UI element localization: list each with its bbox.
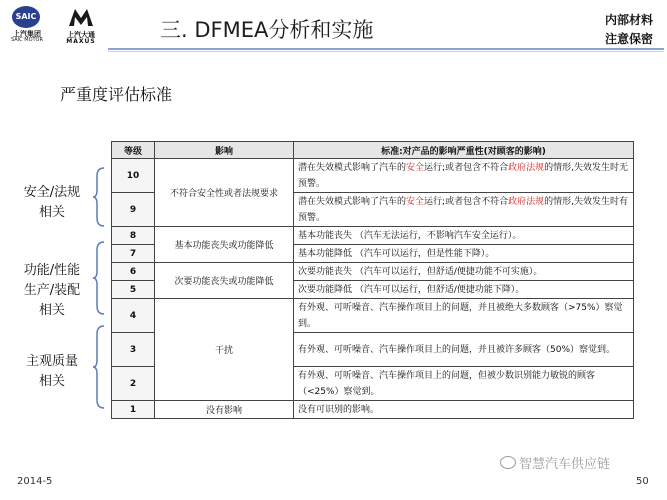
- criteria-cell: [294, 193, 634, 227]
- group-label-line: 相关: [38, 374, 65, 389]
- group-label-function: [14, 261, 90, 321]
- watermark-text: 智慧汽车供应链: [519, 457, 611, 472]
- criteria-cell: 没有可识别的影响。: [294, 401, 634, 419]
- brace-safety: [92, 166, 106, 228]
- criteria-text: 的情形,失效发生时有预警。: [298, 196, 628, 223]
- page-number: 50: [636, 476, 649, 487]
- severity-table: [111, 141, 634, 419]
- saic-logo-en: SAIC MOTOR: [11, 37, 43, 43]
- maxus-logo-cn: 上汽大通: [67, 31, 95, 39]
- group-label-line: 主观质量: [25, 354, 78, 369]
- rank-cell: 6: [112, 263, 155, 281]
- header-rank: 等级: [112, 142, 155, 159]
- table-row: [112, 227, 634, 245]
- rank-cell: 4: [112, 299, 155, 333]
- rank-cell: 10: [112, 159, 155, 193]
- criteria-text: 潜在失效模式影响了汽车的: [298, 162, 407, 173]
- table-row: [112, 159, 634, 193]
- table-row: [112, 263, 634, 281]
- footer-date: 2014-5: [17, 476, 53, 487]
- criteria-cell: 有外观、可听噪音、汽车操作项目上的问题，但被少数识别能力敏锐的顾客（<25%）察觉到。: [294, 367, 634, 401]
- rank-cell: 3: [112, 333, 155, 367]
- page-title: 三. DFMEA分析和实施: [160, 18, 374, 42]
- criteria-cell: 有外观、可听噪音、汽车操作项目上的问题，并且被许多顾客（50%）察觉到。: [294, 333, 634, 367]
- effect-cell: 干扰: [155, 299, 294, 401]
- criteria-cell: 有外观、可听噪音、汽车操作项目上的问题，并且被绝大多数顾客（>75%）察觉到。: [294, 299, 634, 333]
- confidential-notice: [605, 11, 653, 49]
- watermark: [500, 453, 610, 472]
- criteria-text: 潜在失效模式影响了汽车的: [298, 196, 407, 207]
- table-row: [112, 401, 634, 419]
- rank-cell: 8: [112, 227, 155, 245]
- table-row: [112, 299, 634, 333]
- criteria-highlight: 安全: [406, 162, 425, 173]
- confidential-line-1: 内部材料: [604, 13, 653, 27]
- group-label-line: 相关: [38, 303, 65, 318]
- criteria-text: 运行;或者包含不符合: [424, 162, 509, 173]
- maxus-logo-en: MAXUS: [66, 38, 96, 45]
- brace-function: [92, 240, 106, 316]
- effect-cell: 次要功能丧失或功能降低: [155, 263, 294, 299]
- criteria-cell: 基本功能丧失 （汽车无法运行，不影响汽车安全运行）。: [294, 227, 634, 245]
- wechat-glyph-icon: [500, 456, 516, 469]
- saic-logo: [4, 6, 50, 44]
- group-label-quality: [14, 352, 90, 392]
- maxus-emblem-icon: [67, 6, 95, 28]
- brace-quality: [92, 324, 106, 410]
- header-rule: [108, 48, 664, 50]
- criteria-cell: 基本功能降低 （汽车可以运行，但是性能下降）。: [294, 245, 634, 263]
- criteria-cell: 次要功能丧失 （汽车可以运行，但舒适/便捷功能不可实施）。: [294, 263, 634, 281]
- rank-cell: 7: [112, 245, 155, 263]
- section-subtitle: 严重度评估标准: [60, 85, 173, 104]
- rank-cell: 2: [112, 367, 155, 401]
- rank-cell: 1: [112, 401, 155, 419]
- criteria-text: 的情形,失效发生时无预警。: [298, 162, 628, 189]
- table-header-row: [112, 142, 634, 159]
- rank-cell: 9: [112, 193, 155, 227]
- group-label-line: 功能/性能: [23, 263, 81, 278]
- criteria-cell: [294, 159, 634, 193]
- header-rule-secondary: [108, 51, 664, 52]
- criteria-text: 运行;或者包含不符合: [424, 196, 509, 207]
- criteria-highlight: 政府法规: [508, 196, 545, 207]
- group-label-line: 相关: [38, 205, 65, 220]
- rank-cell: 5: [112, 281, 155, 299]
- saic-logo-cn: 上汽集团: [13, 30, 41, 38]
- criteria-highlight: 安全: [406, 196, 425, 207]
- group-label-safety: [14, 183, 90, 223]
- group-label-line: 安全/法规: [23, 185, 81, 200]
- header-effect: 影响: [155, 142, 294, 159]
- criteria-highlight: 政府法规: [508, 162, 545, 173]
- header-criteria: 标准:对产品的影响严重性(对顾客的影响): [294, 142, 634, 159]
- criteria-cell: 次要功能降低 （汽车可以运行，但舒适/便捷功能下降）。: [294, 281, 634, 299]
- effect-cell: 不符合安全性或者法规要求: [155, 159, 294, 227]
- confidential-line-2: 注意保密: [604, 32, 653, 46]
- saic-logo-mark: SAIC: [12, 6, 40, 28]
- effect-cell: 基本功能丧失或功能降低: [155, 227, 294, 263]
- maxus-logo: [56, 6, 106, 46]
- group-label-line: 生产/装配: [23, 283, 81, 298]
- effect-cell: 没有影响: [155, 401, 294, 419]
